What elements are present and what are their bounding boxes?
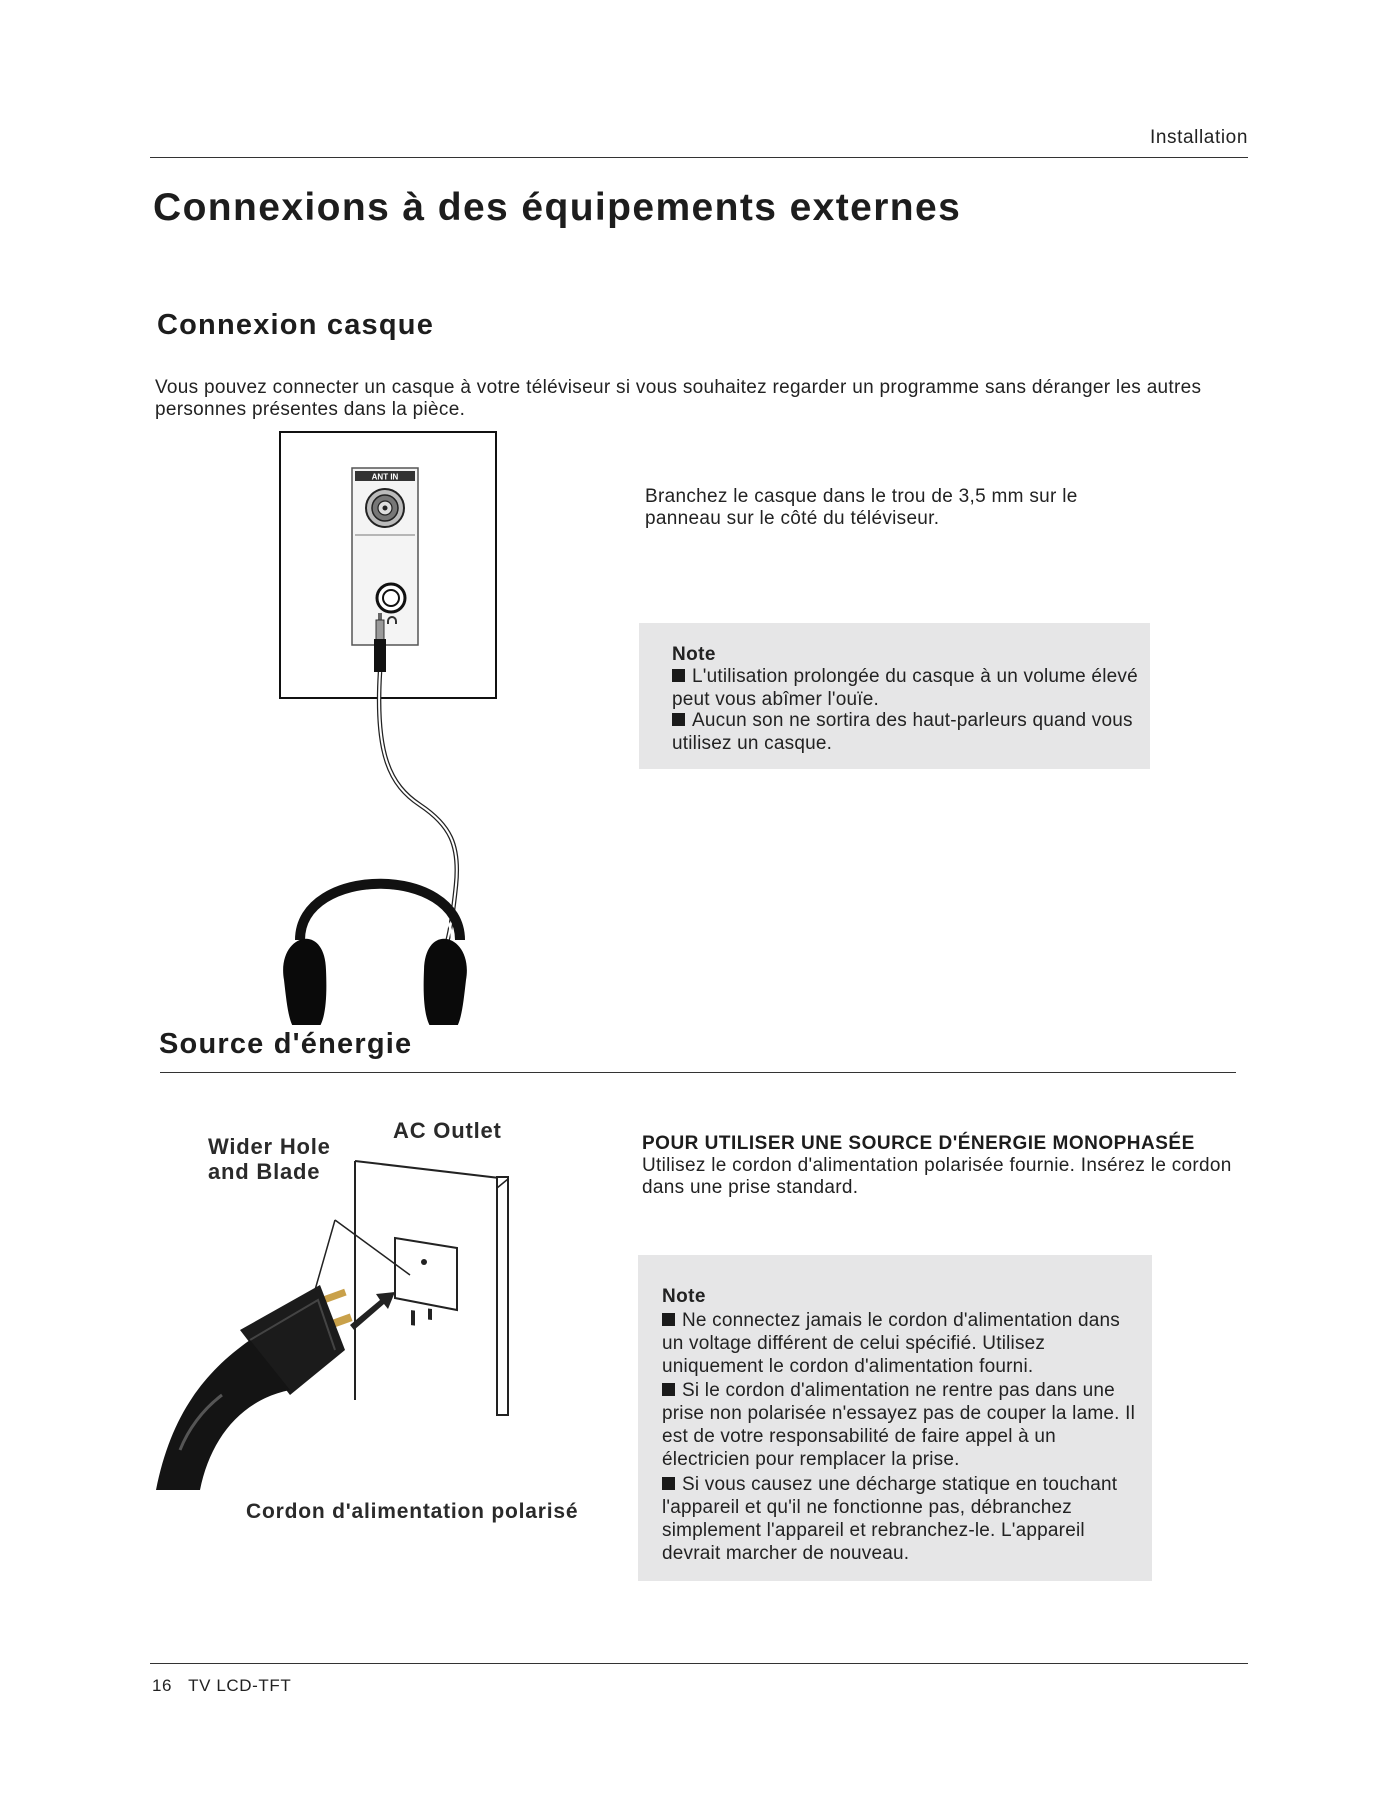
arrow-icon — [350, 1292, 395, 1330]
note-title: Note — [662, 1286, 706, 1307]
headphone-section-title: Connexion casque — [157, 309, 435, 341]
wider-hole-label: Wider Hole and Blade — [208, 1134, 331, 1184]
note-title: Note — [672, 644, 716, 665]
power-plug-diagram — [140, 1160, 520, 1500]
bullet-icon — [672, 669, 685, 682]
power-section-rule — [160, 1072, 1236, 1073]
cord-label: Cordon d'alimentation polarisé — [246, 1500, 579, 1523]
ant-in-label: ANT IN — [371, 472, 399, 482]
leader-line — [315, 1220, 335, 1290]
bullet-icon — [662, 1313, 675, 1326]
headphone-instruction: Branchez le casque dans le trou de 3,5 mm sur le panneau sur le côté du téléviseur. — [645, 486, 1078, 529]
page-footer — [152, 1676, 291, 1696]
antenna-jack-icon — [366, 489, 404, 527]
power-heading: POUR UTILISER UNE SOURCE D'ÉNERGIE MONOPHASÉE — [642, 1133, 1195, 1154]
headphone-note-box — [639, 623, 1150, 769]
power-text: Utilisez le cordon d'alimentation polarisée fournie. Insérez le cordon dans une prise standard. — [642, 1155, 1232, 1198]
footer-rule — [150, 1663, 1248, 1664]
power-note-box — [638, 1255, 1152, 1581]
header-rule — [150, 157, 1248, 158]
ac-outlet-label: AC Outlet — [393, 1118, 502, 1143]
product-name: TV LCD-TFT — [188, 1676, 292, 1695]
headphone-intro: Vous pouvez connecter un casque à votre téléviseur si vous souhaitez regarder un programme sans déranger les autres personnes présentes dans la pièce. — [155, 377, 1202, 420]
headphones-icon — [283, 884, 467, 1025]
bullet-icon — [662, 1383, 675, 1396]
bullet-icon — [662, 1477, 675, 1490]
wall-outlet-icon — [355, 1161, 508, 1415]
power-section-title: Source d'énergie — [159, 1028, 413, 1060]
note-item: Si le cordon d'alimentation ne rentre pas dans une prise non polarisée n'essayez pas de couper la lame. Il est de votre responsabilité de faire appel à un électricien pour remplacer la prise. — [662, 1380, 1136, 1470]
headphone-plug-icon — [374, 613, 386, 672]
headphone-diagram — [270, 425, 520, 1025]
bullet-icon — [672, 713, 685, 726]
note-item: L'utilisation prolongée du casque à un volume élevé peut vous abîmer l'ouïe. — [672, 666, 1138, 710]
power-plug-icon — [156, 1285, 353, 1490]
page-number: 16 — [152, 1676, 173, 1695]
section-label: Installation — [1149, 127, 1248, 148]
page-title: Connexions à des équipements externes — [153, 186, 962, 229]
note-item: Ne connectez jamais le cordon d'alimentation dans un voltage différent de celui spécifié. Utilisez uniquement le cordon d'alimentation fourni. — [662, 1310, 1121, 1377]
note-item: Aucun son ne sortira des haut-parleurs quand vous utilisez un casque. — [672, 710, 1133, 754]
note-item: Si vous causez une décharge statique en touchant l'appareil et qu'il ne fonctionne pas, débranchez simplement l'appareil et rebranchez-le. L'appareil devrait marcher de nouveau. — [662, 1474, 1118, 1564]
